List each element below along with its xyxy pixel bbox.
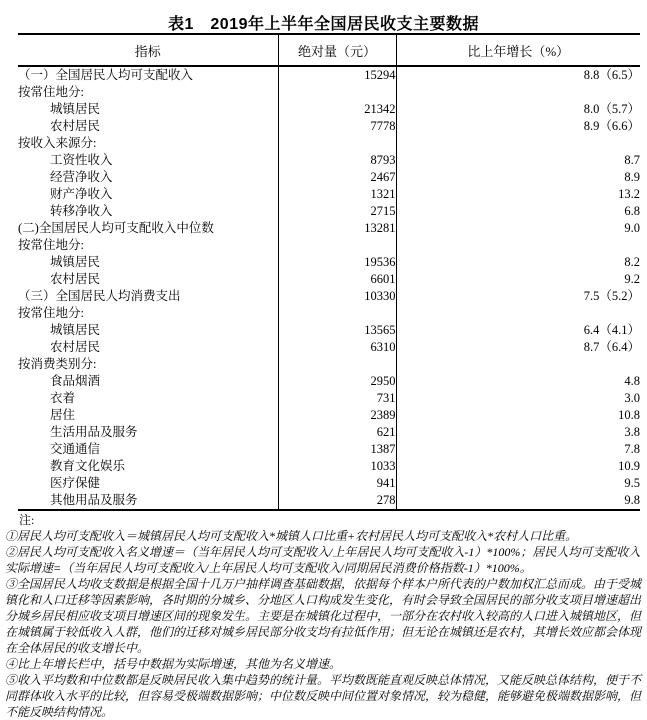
absolute-value-cell: 15294 — [278, 66, 396, 84]
growth-value-cell — [396, 135, 640, 152]
absolute-value-cell: 1387 — [278, 441, 396, 458]
growth-value-cell: 3.8 — [624, 425, 640, 439]
table-row — [18, 186, 640, 203]
growth-value-cell: 7.8 — [624, 442, 640, 456]
absolute-value-cell: 731 — [278, 390, 396, 407]
growth-value-cell: 9.0 — [624, 221, 640, 235]
growth-value-cell: 13.2 — [618, 187, 640, 201]
absolute-value-cell: 2467 — [278, 169, 396, 186]
absolute-value-cell — [278, 237, 396, 254]
growth-value-cell: 9.5 — [624, 476, 640, 490]
notes-label: 注: — [19, 513, 35, 527]
growth-column-header: 比上年增长（%） — [396, 34, 640, 66]
absolute-value-cell: 6601 — [278, 271, 396, 288]
growth-value-cell: 8.7（6.4） — [583, 340, 640, 354]
table-row — [18, 220, 640, 237]
absolute-value-cell: 2389 — [278, 407, 396, 424]
absolute-value-cell: 278 — [278, 492, 396, 510]
absolute-value-cell: 10330 — [278, 288, 396, 305]
table-row — [18, 458, 640, 475]
growth-value-cell: 8.9 — [624, 170, 640, 184]
absolute-value-cell: 941 — [278, 475, 396, 492]
table-row — [18, 322, 640, 339]
absolute-column-header: 绝对量（元） — [278, 34, 396, 66]
table-row — [18, 135, 640, 152]
table-row — [18, 271, 640, 288]
growth-value-cell: 7.5（5.2） — [583, 289, 640, 303]
growth-value-cell — [396, 356, 640, 373]
footnote-5: ⑤收入平均数和中位数都是反映居民收入集中趋势的统计量。平均数既能直观反映总体情况，又能反映总体结构，便于不同群体收入水平的比较，但容易受极端数据影响；中位数反映中间位置对象情况，较为稳健，能够避免极端数据影响，但不能反映结构情况。 — [5, 673, 642, 719]
indicator-cell: 城镇居民 — [18, 101, 278, 118]
table-row — [18, 424, 640, 441]
absolute-value-cell — [278, 84, 396, 101]
indicator-cell: 按常住地分: — [18, 237, 278, 254]
page-title: 表1 2019年上半年全国居民收支主要数据 — [168, 16, 479, 33]
table-header-row — [18, 34, 640, 66]
table-row — [18, 254, 640, 271]
indicator-cell: 按常住地分: — [18, 305, 278, 322]
indicator-cell: 按消费类别分: — [18, 356, 278, 373]
table-row — [18, 390, 640, 407]
table-row — [18, 203, 640, 220]
indicator-cell: 衣着 — [18, 390, 278, 407]
absolute-value-cell: 21342 — [278, 101, 396, 118]
table-row — [18, 492, 640, 510]
growth-value-cell: 10.8 — [618, 408, 640, 422]
table-row — [18, 475, 640, 492]
indicator-cell: 转移净收入 — [18, 203, 278, 220]
indicator-cell: 农村居民 — [18, 118, 278, 135]
indicator-cell: 生活用品及服务 — [18, 424, 278, 441]
indicator-cell: 按收入来源分: — [18, 135, 278, 152]
indicator-cell: 居住 — [18, 407, 278, 424]
indicator-cell: 农村居民 — [18, 271, 278, 288]
indicator-cell: 工资性收入 — [18, 152, 278, 169]
growth-value-cell: 8.2 — [624, 255, 640, 269]
table-row — [18, 288, 640, 305]
indicator-cell: 医疗保健 — [18, 475, 278, 492]
table-row — [18, 373, 640, 390]
absolute-value-cell: 1033 — [278, 458, 396, 475]
footnote-3: ③全国居民人均收支数据是根据全国十几万户抽样调查基础数据，依据每个样本户所代表的户数加权汇总而成。由于受城镇化和人口迁移等因素影响，各时期的分城乡、分地区人口构成发生变化，有时会导致全国居民的部分收支项目增速超出分城乡居民相应收支项目增速区间的现象发生。主要是在城镇化过程中，一部分在农村收入较高的人口进入城镇地区，但在城镇属于较低收入人群，他们的迁移对城乡居民部分收支均有拉低作用；但无论在城镇还是农村，其增长效应都会体现在全体居民的收支增长中。 — [5, 577, 642, 655]
absolute-value-cell — [278, 135, 396, 152]
growth-value-cell — [396, 84, 640, 101]
indicator-cell: 城镇居民 — [18, 322, 278, 339]
table-row — [18, 118, 640, 135]
table-row — [18, 407, 640, 424]
absolute-value-cell: 621 — [278, 424, 396, 441]
absolute-value-cell: 2950 — [278, 373, 396, 390]
growth-value-cell: 8.0（5.7） — [583, 102, 640, 116]
table-row — [18, 84, 640, 101]
footnote-2: ②居民人均可支配收入名义增速＝（当年居民人均可支配收入/上年居民人均可支配收入-1）*100%；居民人均可支配收入实际增速=（当年居民人均可支配收入/上年居民人均可支配收入/同期居民消费价格指数-1）*100%。 — [5, 545, 641, 575]
absolute-value-cell: 6310 — [278, 339, 396, 356]
indicator-cell: 食品烟酒 — [18, 373, 278, 390]
growth-value-cell: 9.2 — [624, 272, 640, 286]
indicator-cell: 农村居民 — [18, 339, 278, 356]
absolute-value-cell — [278, 356, 396, 373]
growth-value-cell: 8.7 — [624, 153, 640, 167]
footnote-4: ④比上年增长栏中，括号中数据为实际增速，其他为名义增速。 — [5, 657, 342, 671]
table-row — [18, 66, 640, 84]
absolute-value-cell: 1321 — [278, 186, 396, 203]
absolute-value-cell: 19536 — [278, 254, 396, 271]
table-row — [18, 237, 640, 254]
absolute-value-cell: 7778 — [278, 118, 396, 135]
growth-value-cell: 6.8 — [624, 204, 640, 218]
absolute-value-cell — [278, 305, 396, 322]
table-row — [18, 356, 640, 373]
absolute-value-cell: 8793 — [278, 152, 396, 169]
indicator-cell: （三）全国居民人均消费支出 — [18, 288, 278, 305]
footnotes-section — [5, 512, 641, 720]
table-row — [18, 169, 640, 186]
growth-value-cell: 4.8 — [624, 374, 640, 388]
indicator-cell: 教育文化娱乐 — [18, 458, 278, 475]
growth-value-cell: 8.9（6.6） — [583, 119, 640, 133]
growth-value-cell — [396, 305, 640, 322]
table-row — [18, 152, 640, 169]
table-row — [18, 101, 640, 118]
indicator-column-header: 指标 — [18, 34, 278, 66]
absolute-value-cell: 13565 — [278, 322, 396, 339]
indicator-cell: 经营净收入 — [18, 169, 278, 186]
table-row — [18, 441, 640, 458]
indicator-cell: 其他用品及服务 — [18, 492, 278, 510]
table-row — [18, 339, 640, 356]
indicator-cell: 按常住地分: — [18, 84, 278, 101]
growth-value-cell — [396, 237, 640, 254]
indicator-cell: 交通通信 — [18, 441, 278, 458]
indicator-cell: 财产净收入 — [18, 186, 278, 203]
indicator-cell: 城镇居民 — [18, 254, 278, 271]
table-row — [18, 305, 640, 322]
absolute-value-cell: 2715 — [278, 203, 396, 220]
indicator-cell: (二)全国居民人均可支配收入中位数 — [18, 220, 278, 237]
footnote-1: ①居民人均可支配收入＝城镇居民人均可支配收入*城镇人口比重+农村居民人均可支配收入*农村人口比重。 — [5, 529, 578, 543]
growth-value-cell: 10.9 — [618, 459, 640, 473]
income-expenditure-table — [18, 33, 640, 511]
growth-value-cell: 6.4（4.1） — [583, 323, 640, 337]
growth-value-cell: 9.8 — [624, 493, 640, 507]
absolute-value-cell: 13281 — [278, 220, 396, 237]
growth-value-cell: 8.8（6.5） — [583, 68, 640, 82]
growth-value-cell: 3.0 — [624, 391, 640, 405]
indicator-cell: （一）全国居民人均可支配收入 — [18, 66, 278, 84]
